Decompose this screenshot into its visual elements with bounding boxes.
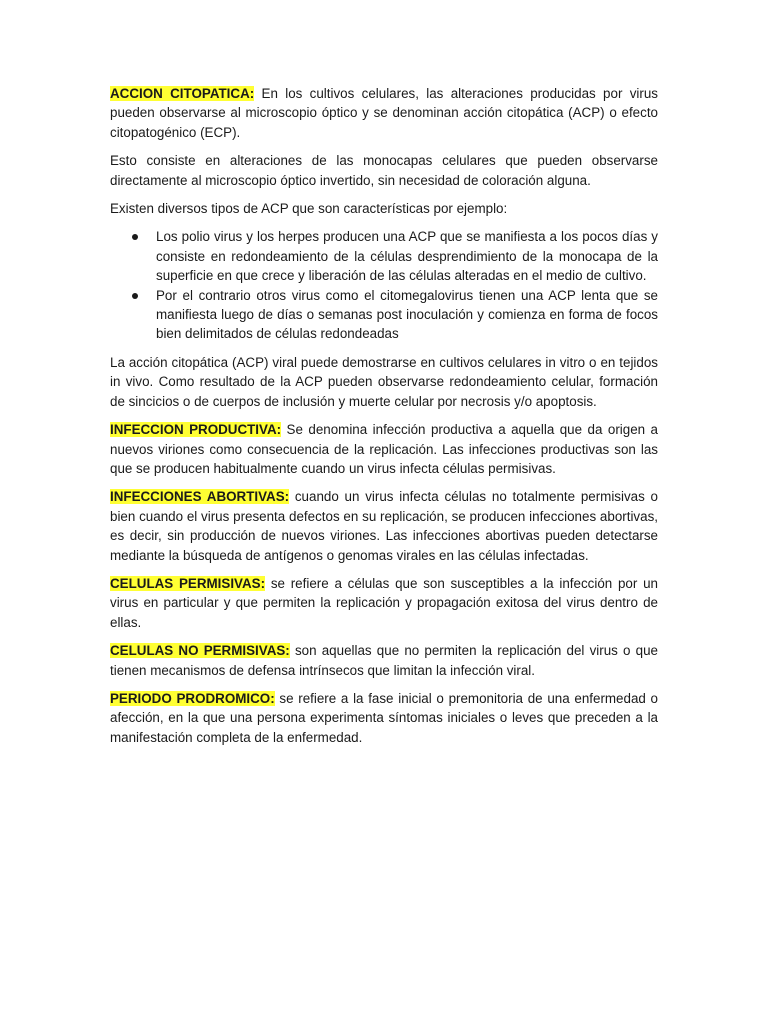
list-item <box>110 286 658 344</box>
list-item-text: Por el contrario otros virus como el citomegalovirus tienen una ACP lenta que se manifiesta luego de días o semanas post inoculación y comienza en forma de focos bien delimitados de células redondeadas <box>156 287 658 342</box>
definition-celulas-permisivas: se refiere a células que son susceptibles a la infección por un virus en particular y que permiten la replicación y propagación exitosa del virus dentro de ellas. <box>110 575 658 630</box>
paragraph-celulas-no-permisivas <box>110 641 658 680</box>
list-item-text: Los polio virus y los herpes producen una ACP que se manifiesta a los pocos días y consiste en redondeamiento de la células desprendimiento de la monocapa de la superficie en que crece y liberación de las células alteradas en el medio de cultivo. <box>156 229 658 284</box>
paragraph-infecciones-abortivas <box>110 487 658 565</box>
list-item <box>110 227 658 285</box>
definition-infeccion-productiva: Se denomina infección productiva a aquella que da origen a nuevos viriones como consecuencia de la replicación. Las infecciones productivas son las que se producen habitualmente cuando un virus infecta células permisivas. <box>110 422 658 476</box>
bullet-icon <box>132 293 138 299</box>
paragraph-celulas-permisivas <box>110 574 658 632</box>
term-celulas-permisivas: CELULAS PERMISIVAS: <box>110 575 266 591</box>
definition-celulas-no-permisivas: son aquellas que no permiten la replicación del virus o que tienen mecanismos de defensa intrínsecos que limitan la infección viral. <box>110 643 659 678</box>
paragraph-monocapas: Esto consiste en alteraciones de las monocapas celulares que pueden observarse directamente al microscopio óptico invertido, sin necesidad de coloración alguna. <box>110 153 658 188</box>
bullet-icon <box>132 234 138 240</box>
paragraph-periodo-prodromico <box>110 689 658 747</box>
term-infecciones-abortivas: INFECCIONES ABORTIVAS: <box>110 489 290 505</box>
paragraph-tipos-acp: Existen diversos tipos de ACP que son características por ejemplo: <box>110 201 508 217</box>
paragraph-demostrarse: La acción citopática (ACP) viral puede demostrarse en cultivos celulares in vitro o en tejidos in vivo. Como resultado de la ACP pueden observarse redondeamiento celular, formación de sincicios o de cuerpos de inclusión y muerte celular por necrosis y/o apoptosis. <box>110 354 658 409</box>
paragraph-infeccion-productiva <box>110 420 658 478</box>
term-accion-citopatica: ACCION CITOPATICA: <box>110 86 255 101</box>
definition-periodo-prodromico: se refiere a la fase inicial o premonitoria de una enfermedad o afección, en la que una persona experimenta síntomas iniciales o leves que preceden a la manifestación completa de la enfermedad. <box>110 690 659 745</box>
bullet-list <box>110 227 658 343</box>
term-celulas-no-permisivas: CELULAS NO PERMISIVAS: <box>110 643 290 659</box>
term-infeccion-productiva: INFECCION PRODUCTIVA: <box>110 422 282 438</box>
definition-accion-citopatica: En los cultivos celulares, las alteraciones producidas por virus pueden observarse al microscopio óptico y se denominan acción citopática (ACP) o efecto citopatogénico (ECP). <box>110 86 658 140</box>
document-page <box>110 84 658 756</box>
term-periodo-prodromico: PERIODO PRODROMICO: <box>110 690 275 706</box>
definition-infecciones-abortivas: cuando un virus infecta células no totalmente permisivas o bien cuando el virus presenta defectos en su replicación, se producen infecciones abortivas, es decir, sin producción de nuevos viriones. Las infecciones abortivas pueden detectarse mediante la búsqueda de antígenos o genomas virales en las células infectadas. <box>110 489 659 563</box>
paragraph-accion-citopatica <box>110 84 658 142</box>
